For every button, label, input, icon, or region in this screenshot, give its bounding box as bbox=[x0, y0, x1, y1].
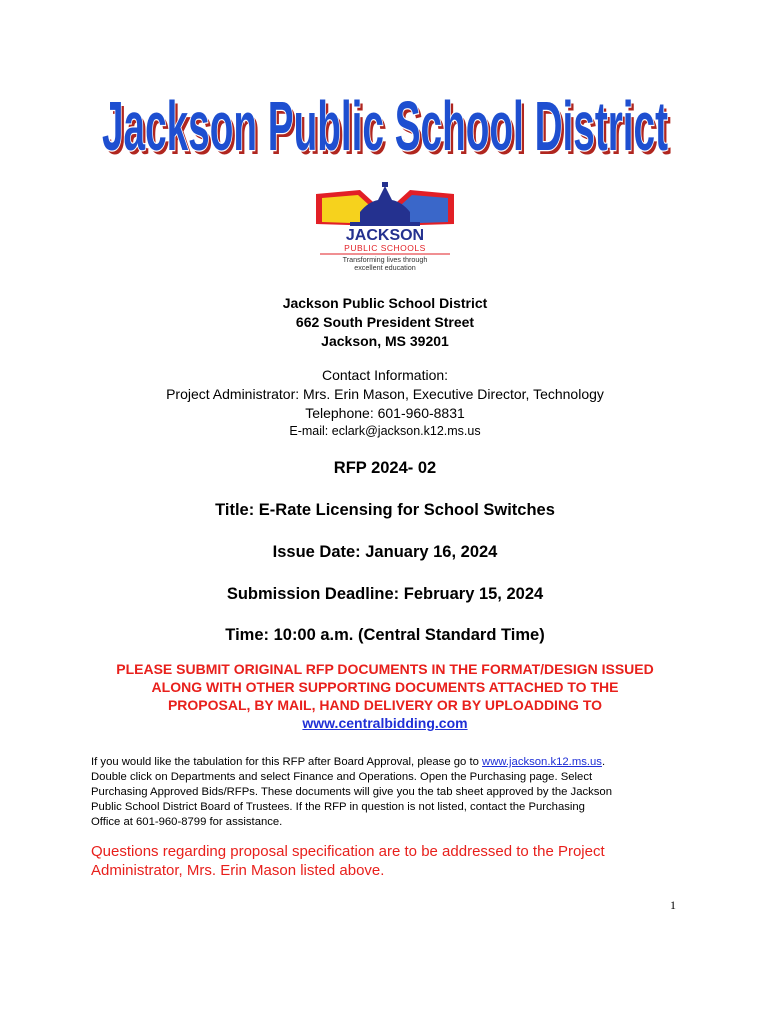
contact-block bbox=[0, 366, 770, 440]
rfp-deadline: Submission Deadline: February 15, 2024 bbox=[226, 585, 544, 603]
notice-line-3: PROPOSAL, BY MAIL, HAND DELIVERY OR BY UPLOADDING TO bbox=[167, 697, 603, 713]
questions-note bbox=[91, 842, 691, 880]
capitol-icon bbox=[360, 186, 410, 224]
rfp-title: Title: E-Rate Licensing for School Switches bbox=[215, 501, 555, 519]
logo-tagline-2: excellent education bbox=[354, 263, 416, 272]
centralbidding-link[interactable]: www.centralbidding.com bbox=[302, 715, 468, 731]
notice-line-1: PLEASE SUBMIT ORIGINAL RFP DOCUMENTS IN THE FORMAT/DESIGN ISSUED bbox=[116, 661, 654, 677]
tabulation-text-1: If you would like the tabulation for this RFP after Board Approval, please go to bbox=[91, 756, 483, 768]
contact-administrator: Project Administrator: Mrs. Erin Mason, Executive Director, Technology bbox=[166, 386, 604, 402]
tabulation-text-2: . bbox=[601, 756, 606, 768]
contact-email: E-mail: eclark@jackson.k12.ms.us bbox=[289, 424, 481, 438]
tabulation-line-4: Public School District Board of Trustees. If the RFP in question is not listed, contact the Purchasing bbox=[91, 801, 585, 813]
tabulation-line-3: Purchasing Approved Bids/RFPs. These documents will give you the tab sheet approved by the Jackson bbox=[91, 786, 612, 798]
submission-notice bbox=[80, 660, 690, 732]
district-banner-title bbox=[95, 92, 675, 162]
tabulation-line-5: Office at 601-960-8799 for assistance. bbox=[91, 816, 283, 828]
tabulation-line-2: Double click on Departments and select Finance and Operations. Open the Purchasing page. Select bbox=[91, 771, 593, 783]
tabulation-paragraph bbox=[91, 755, 681, 830]
jackson-public-schools-logo bbox=[300, 182, 470, 274]
banner-text: Jackson Public School District bbox=[102, 92, 668, 162]
address-line-2: 662 South President Street bbox=[295, 314, 475, 330]
rfp-time: Time: 10:00 a.m. (Central Standard Time) bbox=[225, 626, 545, 644]
logo-name: JACKSON bbox=[345, 227, 425, 244]
logo-tagline-1: Transforming lives through bbox=[342, 255, 428, 264]
address-line-3: Jackson, MS 39201 bbox=[321, 333, 449, 349]
jackson-k12-link[interactable]: www.jackson.k12.ms.us bbox=[482, 756, 602, 768]
notice-line-2: ALONG WITH OTHER SUPPORTING DOCUMENTS ATTACHED TO THE bbox=[151, 679, 619, 695]
questions-line-2: Administrator, Mrs. Erin Mason listed above. bbox=[91, 862, 385, 879]
banner-shadow: Jackson Public School District bbox=[105, 92, 671, 162]
rfp-number: RFP 2024- 02 bbox=[333, 459, 437, 477]
address-line-1: Jackson Public School District bbox=[282, 295, 488, 311]
contact-telephone: Telephone: 601-960-8831 bbox=[305, 405, 465, 421]
address-block bbox=[0, 294, 770, 351]
logo-subname: PUBLIC SCHOOLS bbox=[344, 243, 426, 253]
questions-line-1: Questions regarding proposal specification are to be addressed to the Project bbox=[91, 843, 605, 860]
contact-heading: Contact Information: bbox=[321, 367, 449, 383]
page-number: 1 bbox=[670, 898, 676, 912]
rfp-issue-date: Issue Date: January 16, 2024 bbox=[272, 543, 498, 561]
